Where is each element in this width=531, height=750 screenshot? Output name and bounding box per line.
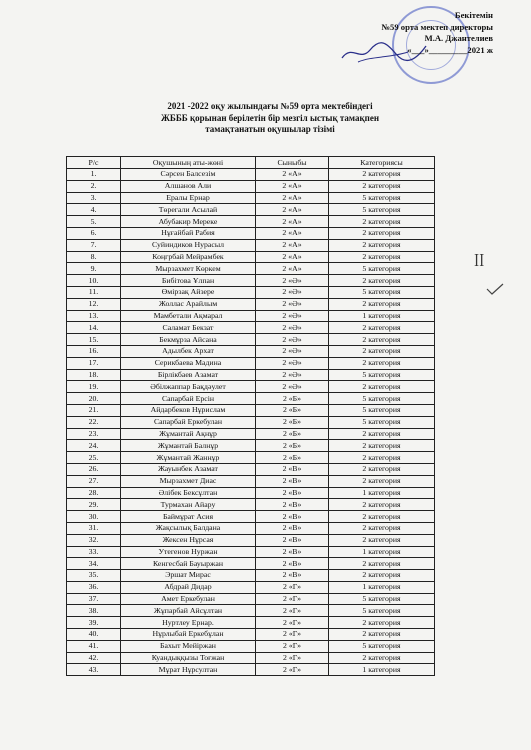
row-number: 17. (67, 357, 121, 369)
table-row (67, 251, 435, 263)
table-row (67, 487, 435, 499)
category: 2 категория (329, 227, 435, 239)
category: 2 категория (329, 334, 435, 346)
row-number: 35. (67, 570, 121, 582)
category: 5 категория (329, 593, 435, 605)
table-row (67, 452, 435, 464)
category: 2 категория (329, 570, 435, 582)
class-name: 2 «Б» (256, 404, 329, 416)
class-name: 2 «Ә» (256, 275, 329, 287)
category: 2 категория (329, 251, 435, 263)
class-name: 2 «В» (256, 511, 329, 523)
class-name: 2 «В» (256, 570, 329, 582)
row-number: 42. (67, 652, 121, 664)
category: 2 категория (329, 558, 435, 570)
category: 5 категория (329, 416, 435, 428)
table-row (67, 169, 435, 181)
class-name: 2 «Б» (256, 416, 329, 428)
row-number: 3. (67, 192, 121, 204)
table-row (67, 546, 435, 558)
class-name: 2 «Г» (256, 629, 329, 641)
header-number: Р/с (67, 157, 121, 169)
table-row (67, 322, 435, 334)
class-name: 2 «В» (256, 463, 329, 475)
row-number: 11. (67, 286, 121, 298)
category: 2 категория (329, 180, 435, 192)
handwritten-mark: ꟾꟾ (474, 254, 485, 269)
student-name: Кенгесбай Бауыржан (121, 558, 256, 570)
category: 2 категория (329, 275, 435, 287)
category: 2 категория (329, 629, 435, 641)
row-number: 30. (67, 511, 121, 523)
table-row (67, 393, 435, 405)
table-row (67, 192, 435, 204)
title-line-2: ЖБББ қорынан берілетін бір мезгіл ыстық тамақпен (160, 112, 380, 123)
row-number: 34. (67, 558, 121, 570)
table-row (67, 381, 435, 393)
category: 2 категория (329, 452, 435, 464)
category: 2 категория (329, 522, 435, 534)
row-number: 40. (67, 629, 121, 641)
row-number: 38. (67, 605, 121, 617)
table-row (67, 581, 435, 593)
table-row (67, 534, 435, 546)
class-name: 2 «Б» (256, 428, 329, 440)
row-number: 39. (67, 617, 121, 629)
category: 5 категория (329, 393, 435, 405)
row-number: 12. (67, 298, 121, 310)
student-name: Сәрсен Балсезім (121, 169, 256, 181)
class-name: 2 «Г» (256, 605, 329, 617)
row-number: 31. (67, 522, 121, 534)
student-name: Ералы Ернар (121, 192, 256, 204)
class-name: 2 «Ә» (256, 345, 329, 357)
document-title (120, 101, 420, 136)
class-name: 2 «Г» (256, 652, 329, 664)
table-row (67, 428, 435, 440)
table-row (67, 593, 435, 605)
table-row (67, 286, 435, 298)
table-row (67, 239, 435, 251)
class-name: 2 «В» (256, 487, 329, 499)
student-name: Бибітова Ұлпан (121, 275, 256, 287)
category: 2 категория (329, 298, 435, 310)
category: 2 категория (329, 428, 435, 440)
header-category: Категориясы (329, 157, 435, 169)
category: 5 категория (329, 286, 435, 298)
row-number: 1. (67, 169, 121, 181)
student-name: Куандыққызы Тоғжан (121, 652, 256, 664)
student-name: Жақсылық Балдана (121, 522, 256, 534)
category: 2 категория (329, 440, 435, 452)
class-name: 2 «А» (256, 239, 329, 251)
student-name: Айдарбеков Нұрислам (121, 404, 256, 416)
student-name: Абдрай Дидар (121, 581, 256, 593)
student-name: Бірлікбаев Азамат (121, 369, 256, 381)
student-name: Эршат Мирас (121, 570, 256, 582)
class-name: 2 «Ә» (256, 381, 329, 393)
category: 5 категория (329, 605, 435, 617)
row-number: 32. (67, 534, 121, 546)
student-name: Адылбек Архат (121, 345, 256, 357)
student-name: Суйиндиков Нурасыл (121, 239, 256, 251)
row-number: 24. (67, 440, 121, 452)
table-row (67, 227, 435, 239)
category: 5 категория (329, 404, 435, 416)
student-name: Мұрат Нұрсултан (121, 664, 256, 676)
row-number: 27. (67, 475, 121, 487)
class-name: 2 «А» (256, 227, 329, 239)
category: 2 категория (329, 534, 435, 546)
category: 2 категория (329, 617, 435, 629)
class-name: 2 «Б» (256, 452, 329, 464)
table-row (67, 263, 435, 275)
category: 1 категория (329, 581, 435, 593)
student-name: Әлібек Бексұлтан (121, 487, 256, 499)
table-row (67, 204, 435, 216)
class-name: 2 «Ә» (256, 310, 329, 322)
table-row (67, 180, 435, 192)
row-number: 16. (67, 345, 121, 357)
table-row (67, 345, 435, 357)
table-row (67, 463, 435, 475)
student-name: Амет Еркебулан (121, 593, 256, 605)
category: 1 категория (329, 664, 435, 676)
class-name: 2 «А» (256, 204, 329, 216)
header-student-name: Оқушының аты-жөні (121, 157, 256, 169)
table-row (67, 475, 435, 487)
row-number: 14. (67, 322, 121, 334)
category: 1 категория (329, 546, 435, 558)
category: 2 категория (329, 381, 435, 393)
row-number: 18. (67, 369, 121, 381)
title-line-1: 2021 -2022 оқу жылындағы №59 орта мектебіндегі (167, 101, 373, 111)
row-number: 25. (67, 452, 121, 464)
student-name: Бахыт Мейіржан (121, 640, 256, 652)
class-name: 2 «А» (256, 216, 329, 228)
row-number: 36. (67, 581, 121, 593)
student-name: Мырзахмет Көркем (121, 263, 256, 275)
student-name: Саламат Бекзат (121, 322, 256, 334)
table-row (67, 664, 435, 676)
students-table (66, 156, 435, 676)
row-number: 33. (67, 546, 121, 558)
class-name: 2 «Ә» (256, 298, 329, 310)
student-name: Бекмұрза Айсана (121, 334, 256, 346)
table-row (67, 369, 435, 381)
row-number: 23. (67, 428, 121, 440)
table-body (67, 169, 435, 676)
table-row (67, 522, 435, 534)
row-number: 10. (67, 275, 121, 287)
student-name: Нұрлыбай Еркебұлан (121, 629, 256, 641)
row-number: 2. (67, 180, 121, 192)
class-name: 2 «Б» (256, 393, 329, 405)
approval-position: №59 орта мектеп директоры (381, 21, 493, 32)
table-row (67, 310, 435, 322)
student-name: Өмірзақ Айзере (121, 286, 256, 298)
table-row (67, 558, 435, 570)
class-name: 2 «Ә» (256, 334, 329, 346)
class-name: 2 «Б» (256, 440, 329, 452)
row-number: 20. (67, 393, 121, 405)
row-number: 21. (67, 404, 121, 416)
class-name: 2 «Г» (256, 664, 329, 676)
table-row (67, 511, 435, 523)
student-name: Нұғайбай Рабия (121, 227, 256, 239)
class-name: 2 «Г» (256, 581, 329, 593)
row-number: 37. (67, 593, 121, 605)
student-name: Утегенов Нуржан (121, 546, 256, 558)
student-name: Жұмантай Жаннұр (121, 452, 256, 464)
table-row (67, 499, 435, 511)
category: 5 категория (329, 204, 435, 216)
student-name: Баймұрат Асия (121, 511, 256, 523)
table-header-row (67, 157, 435, 169)
class-name: 2 «Ә» (256, 369, 329, 381)
class-name: 2 «А» (256, 192, 329, 204)
table-row (67, 570, 435, 582)
class-name: 2 «В» (256, 499, 329, 511)
table-row (67, 334, 435, 346)
row-number: 9. (67, 263, 121, 275)
class-name: 2 «Ә» (256, 286, 329, 298)
row-number: 4. (67, 204, 121, 216)
category: 2 категория (329, 499, 435, 511)
table-row (67, 440, 435, 452)
category: 5 категория (329, 640, 435, 652)
student-name: Сапарбай Еркебулан (121, 416, 256, 428)
student-name: Мамбетали Ақмарал (121, 310, 256, 322)
row-number: 26. (67, 463, 121, 475)
category: 2 категория (329, 216, 435, 228)
row-number: 29. (67, 499, 121, 511)
header-class: Сыныбы (256, 157, 329, 169)
student-name: Жұпарбай Айсұлтан (121, 605, 256, 617)
table-row (67, 357, 435, 369)
student-name: Жауынбек Азамат (121, 463, 256, 475)
class-name: 2 «А» (256, 251, 329, 263)
category: 2 категория (329, 357, 435, 369)
category: 5 категория (329, 369, 435, 381)
row-number: 8. (67, 251, 121, 263)
category: 5 категория (329, 192, 435, 204)
row-number: 15. (67, 334, 121, 346)
category: 2 категория (329, 322, 435, 334)
student-name: Алшанов Али (121, 180, 256, 192)
category: 2 категория (329, 169, 435, 181)
category: 2 категория (329, 463, 435, 475)
table-row (67, 605, 435, 617)
table-row (67, 216, 435, 228)
student-name: Төрегали Асылай (121, 204, 256, 216)
student-name: Жексен Нұрсая (121, 534, 256, 546)
class-name: 2 «Г» (256, 640, 329, 652)
row-number: 28. (67, 487, 121, 499)
class-name: 2 «В» (256, 546, 329, 558)
student-name: Әбілжаппар Бақдәулет (121, 381, 256, 393)
student-name: Коңгрбай Мейрамбек (121, 251, 256, 263)
category: 2 категория (329, 652, 435, 664)
class-name: 2 «В» (256, 522, 329, 534)
category: 1 категория (329, 487, 435, 499)
table-row (67, 617, 435, 629)
student-name: Нуртлеу Ернар. (121, 617, 256, 629)
row-number: 22. (67, 416, 121, 428)
approval-block (303, 10, 493, 56)
category: 5 категория (329, 263, 435, 275)
class-name: 2 «В» (256, 534, 329, 546)
table-row (67, 652, 435, 664)
category: 2 категория (329, 475, 435, 487)
student-name: Сапарбай Ерсін (121, 393, 256, 405)
approval-director-name: М.А. Джантелиев (424, 33, 493, 43)
row-number: 41. (67, 640, 121, 652)
student-name: Жұмантай Балнұр (121, 440, 256, 452)
table-row (67, 404, 435, 416)
class-name: 2 «Г» (256, 617, 329, 629)
row-number: 6. (67, 227, 121, 239)
table-row (67, 416, 435, 428)
student-name: Мырзахмет Диас (121, 475, 256, 487)
class-name: 2 «В» (256, 475, 329, 487)
approval-date: «___»_________2021 ж (407, 44, 493, 55)
row-number: 7. (67, 239, 121, 251)
student-name: Турмахан Айару (121, 499, 256, 511)
class-name: 2 «Г» (256, 593, 329, 605)
student-name: Абубакир Мереке (121, 216, 256, 228)
table-row (67, 298, 435, 310)
approval-title: Бекітемін (454, 10, 493, 20)
category: 2 категория (329, 345, 435, 357)
class-name: 2 «Ә» (256, 357, 329, 369)
checkmark-icon (486, 282, 504, 296)
table-row (67, 629, 435, 641)
row-number: 13. (67, 310, 121, 322)
class-name: 2 «Ә» (256, 322, 329, 334)
student-name: Жұмантай Ақнұр (121, 428, 256, 440)
student-name: Жоллас Арайлым (121, 298, 256, 310)
category: 2 категория (329, 239, 435, 251)
class-name: 2 «А» (256, 169, 329, 181)
row-number: 19. (67, 381, 121, 393)
class-name: 2 «А» (256, 180, 329, 192)
row-number: 43. (67, 664, 121, 676)
class-name: 2 «А» (256, 263, 329, 275)
table-row (67, 640, 435, 652)
table-row (67, 275, 435, 287)
student-name: Серикбаева Мадина (121, 357, 256, 369)
title-line-3: тамақтанатын оқушылар тізімі (205, 124, 335, 134)
class-name: 2 «В» (256, 558, 329, 570)
category: 2 категория (329, 511, 435, 523)
category: 1 категория (329, 310, 435, 322)
row-number: 5. (67, 216, 121, 228)
